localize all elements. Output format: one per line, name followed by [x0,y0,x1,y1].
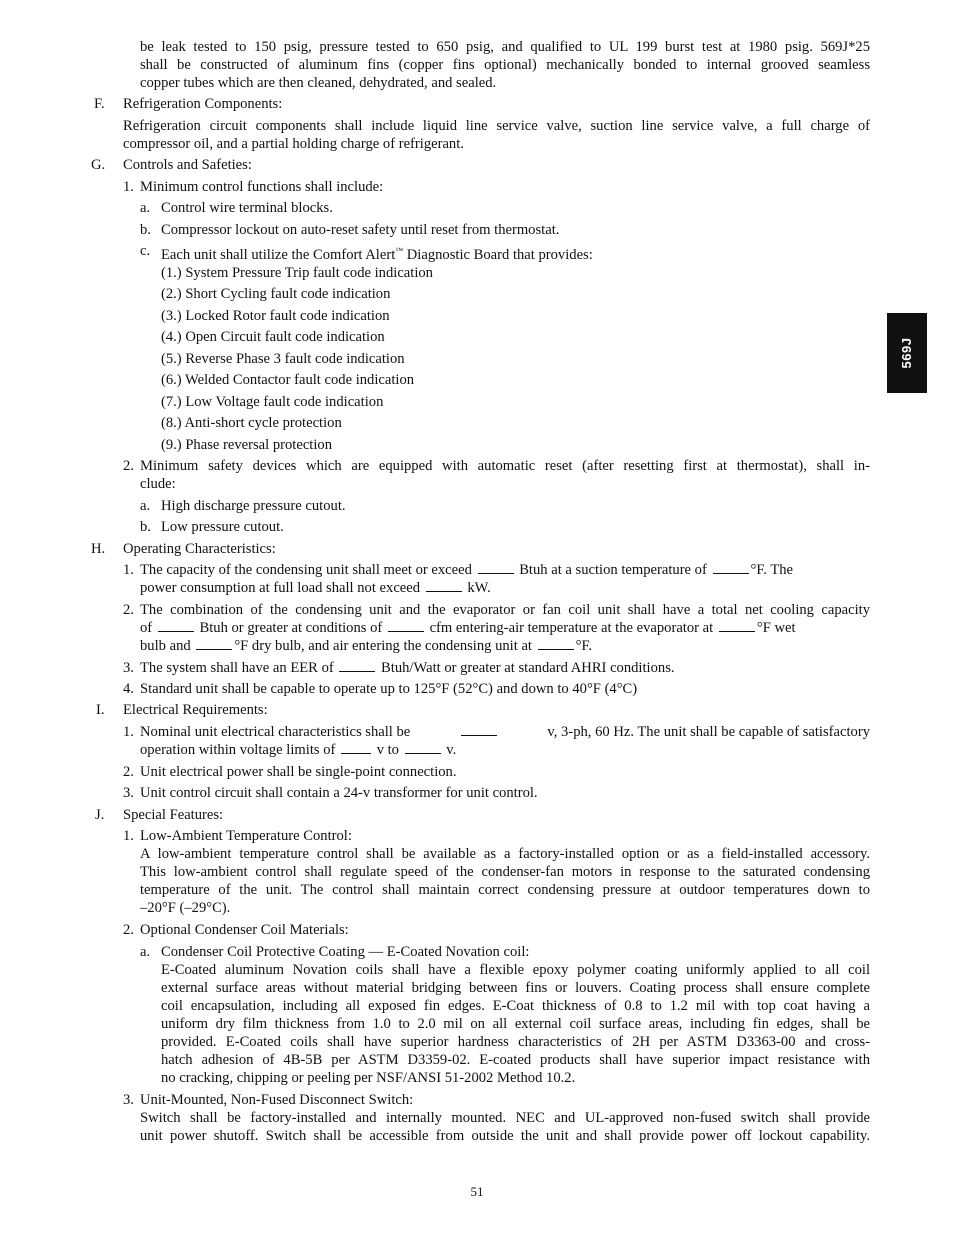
j-item-2-title: Optional Condenser Coil Materials: [140,922,349,938]
fault-item: (4.) Open Circuit fault code indication [161,329,385,345]
h-item-1-text-e: kW. [467,580,491,596]
h-item-2-text-g: °F. [575,638,593,654]
g-item-2-line-2: clude: [140,476,176,492]
j-item-3-body-2: unit power shutoff. Switch shall be accessible from outside the unit and shall provide power off lockout capability. [140,1128,870,1144]
j-item-2-number: 2. [123,922,134,938]
eer-blank [339,659,375,672]
i-item-1-number: 1. [123,724,134,740]
section-i-title: Electrical Requirements: [123,702,268,718]
h-item-4-text: Standard unit shall be capable to operate up to 125°F (52°C) and down to 40°F (4°C) [140,681,638,697]
power-blank [426,579,462,592]
h-item-3-text-b: Btuh/Watt or greater at standard AHRI conditions. [381,660,675,676]
h-item-2-line-1: The combination of the condensing unit and the evaporator or fan coil unit shall have a total net cooling capacity [140,602,870,618]
j-item-2a-body-3: coil encapsulation, including all exposed fin edges. E-Coat thickness of 0.8 to 1.2 mil with top coat having a [161,998,870,1014]
section-j-title: Special Features: [123,807,224,823]
suction-temp-blank [713,561,749,574]
j-item-1-body-2: This low-ambient control shall regulate speed of the condenser-fan motors in response to the saturated condensing [140,864,870,880]
section-f-body-2: compressor oil, and a partial holding charge of refrigerant. [123,136,464,152]
wet-bulb-blank [719,619,755,632]
h-item-4-number: 4. [123,681,134,697]
fault-item: (8.) Anti-short cycle protection [161,415,342,431]
trademark-symbol: ™ [395,246,404,255]
g-item-1c-text [161,242,593,264]
g-item-1-number: 1. [123,179,134,195]
g-item-1c-text-post: Diagnostic Board that provides: [403,246,593,263]
side-tab [887,313,927,393]
g-item-1c-label: c. [140,243,151,259]
fault-item: (6.) Welded Contactor fault code indication [161,372,415,388]
g-item-2-line-1: Minimum safety devices which are equipped with automatic reset (after resetting first at thermostat), shall in- [140,458,870,474]
h-item-2-line-2 [140,619,796,637]
h-item-1-line-1 [140,561,793,579]
j-item-1-body-3: temperature of the unit. The control shall maintain correct condensing pressure at outdoor temperatures down to [140,882,870,898]
j-item-2a-body-5: provided. E-Coated coils shall have superior hardness characteristics of 2H per ASTM D3363-00 and cross- [161,1034,870,1050]
j-item-2a-body-7: no cracking, chipping or peeling per NSF/ANSI 51-2002 Method 10.2. [161,1070,576,1086]
h-item-2-number: 2. [123,602,134,618]
h-item-2-line-3 [140,637,592,655]
j-item-3-title: Unit-Mounted, Non-Fused Disconnect Switch: [140,1092,414,1108]
fault-item: (9.) Phase reversal protection [161,437,333,453]
i-item-1-text-c: operation within voltage limits of [140,742,336,758]
h-item-1-line-2 [140,579,491,597]
section-f-title: Refrigeration Components: [123,96,283,112]
j-item-2a-body-1: E-Coated aluminum Novation coils shall have a flexible epoxy polymer coating uniformly applied to all coil [161,962,870,978]
h-item-3-text [140,659,675,677]
h-item-3-text-a: The system shall have an EER of [140,660,334,676]
section-g-letter: G. [91,157,106,173]
i-item-1-text-b: v, 3-ph, 60 Hz. The unit shall be capable of satisfactory [547,724,870,740]
j-item-2a-body-6: hatch adhesion of 4B-5B per ASTM D3359-02. E-coated products shall have superior impact resistance with [161,1052,870,1068]
g-item-2b-text: Low pressure cutout. [161,519,284,535]
section-j-letter: J. [95,807,105,823]
j-item-2a-title: Condenser Coil Protective Coating — E-Coated Novation coil: [161,944,530,960]
g-item-1a-label: a. [140,200,151,216]
section-g-title: Controls and Safeties: [123,157,252,173]
section-f-letter: F. [94,96,105,112]
i-item-3-text: Unit control circuit shall contain a 24-v transformer for unit control. [140,785,538,801]
j-item-2a-body-2: external surface areas without material bridging between fins or louvers. Coating process shall ensure complete [161,980,870,996]
fault-item: (2.) Short Cycling fault code indication [161,286,391,302]
section-i-letter: I. [96,702,105,718]
intro-line-2: shall be constructed of aluminum fins (copper fins optional) mechanically bonded to internal grooved seamless [140,57,870,73]
h-item-2-text-b: Btuh or greater at conditions of [199,620,383,636]
j-item-2a-label: a. [140,944,151,960]
h-item-1-text-b: Btuh at a suction temperature of [519,562,707,578]
section-h-title: Operating Characteristics: [123,541,276,557]
fault-item: (1.) System Pressure Trip fault code indication [161,265,433,281]
i-item-1-text-d: v to [376,742,399,758]
j-item-2a-body-4: uniform dry film thickness from 1.0 to 2.0 mil on all external coil surface areas, including fin edges, shall be [161,1016,870,1032]
voltage-min-blank [341,741,371,754]
h-item-1-text-c: °F. The [750,562,794,578]
g-item-2b-label: b. [140,519,151,535]
section-h-letter: H. [91,541,106,557]
j-item-1-body-1: A low-ambient temperature control shall be available as a factory-installed option or as a field-installed accessory. [140,846,870,862]
h-item-2-text-d: °F wet [756,620,796,636]
h-item-2-text-e: bulb and [140,638,191,654]
fault-item: (7.) Low Voltage fault code indication [161,394,384,410]
h-item-3-number: 3. [123,660,134,676]
j-item-3-number: 3. [123,1092,134,1108]
i-item-1-text-e: v. [446,742,457,758]
capacity-blank [478,561,514,574]
page-number: 51 [470,1184,484,1199]
i-item-1-text-a: Nominal unit electrical characteristics shall be [140,724,411,740]
h-item-1-number: 1. [123,562,134,578]
entering-air-blank [538,637,574,650]
g-item-2a-label: a. [140,498,151,514]
i-item-1-line-1 [140,723,870,741]
h-item-2-text-c: cfm entering-air temperature at the evaporator at [429,620,714,636]
net-capacity-blank [158,619,194,632]
h-item-1-text-a: The capacity of the condensing unit shall meet or exceed [140,562,472,578]
j-item-1-title: Low-Ambient Temperature Control: [140,828,352,844]
g-item-2-number: 2. [123,458,134,474]
g-item-1-text: Minimum control functions shall include: [140,179,384,195]
i-item-3-number: 3. [123,785,134,801]
g-item-1c-text-pre: Each unit shall utilize the Comfort Alert [161,246,396,263]
j-item-1-body-4: –20°F (–29°C). [140,900,231,916]
side-tab-label: 569J [899,337,914,369]
h-item-2-text-f: °F dry bulb, and air entering the condensing unit at [234,638,532,654]
h-item-1-text-d: power consumption at full load shall not exceed [140,580,421,596]
intro-line-1: be leak tested to 150 psig, pressure tested to 650 psig, and qualified to UL 199 burst test at 1980 psig. 569J*25 [140,39,870,55]
g-item-1b-label: b. [140,222,151,238]
j-item-1-number: 1. [123,828,134,844]
section-f-body-1: Refrigeration circuit components shall include liquid line service valve, suction line service valve, a full charge of [123,118,870,134]
g-item-2a-text: High discharge pressure cutout. [161,498,346,514]
fault-item: (3.) Locked Rotor fault code indication [161,308,390,324]
fault-item: (5.) Reverse Phase 3 fault code indication [161,351,405,367]
h-item-2-text-a: of [140,620,153,636]
i-item-1-line-2 [140,741,456,759]
g-item-1a-text: Control wire terminal blocks. [161,200,333,216]
j-item-3-body-1: Switch shall be factory-installed and internally mounted. NEC and UL-approved non-fused switch shall provide [140,1110,870,1126]
cfm-blank [388,619,424,632]
i-item-2-number: 2. [123,764,134,780]
dry-bulb-blank [196,637,232,650]
intro-line-3: copper tubes which are then cleaned, dehydrated, and sealed. [140,75,497,91]
g-item-1b-text: Compressor lockout on auto-reset safety until reset from thermostat. [161,222,560,238]
voltage-blank [461,723,497,736]
i-item-2-text: Unit electrical power shall be single-point connection. [140,764,457,780]
voltage-max-blank [405,741,441,754]
